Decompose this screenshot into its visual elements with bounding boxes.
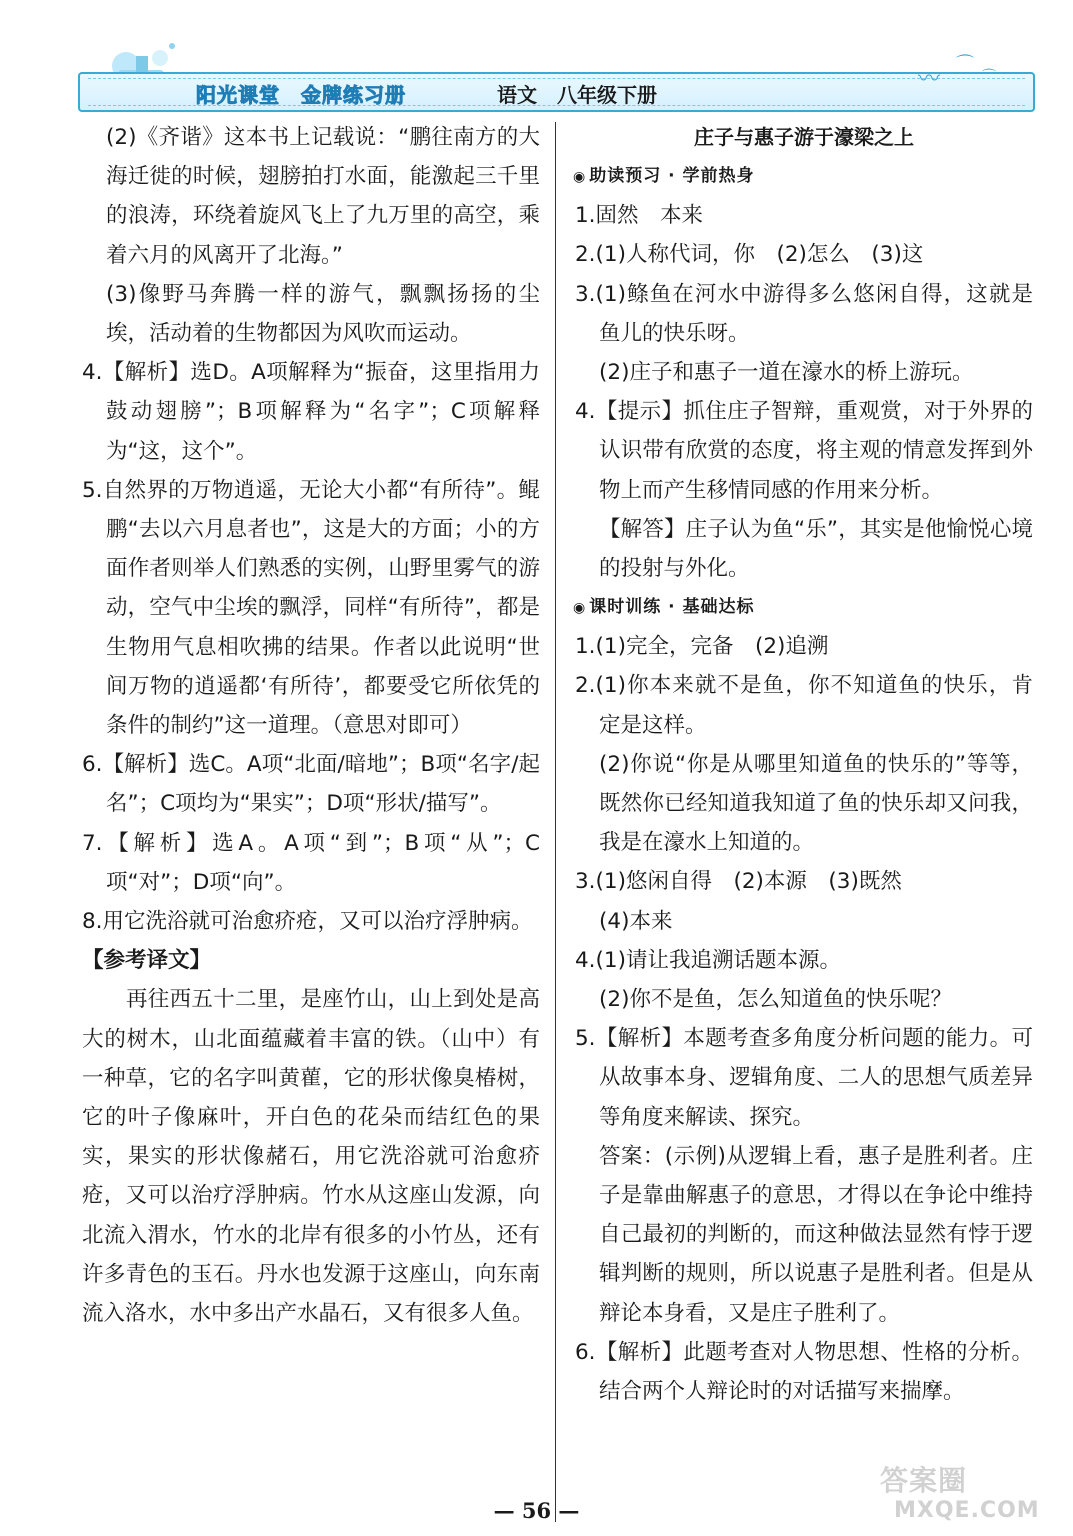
- lesson-title: 庄子与惠子游于濠梁之上: [694, 125, 914, 149]
- answer-item: 8.用它洗浴就可治愈疥疮，又可以治疗浮肿病。: [82, 909, 533, 935]
- page-number: — 56 —: [493, 1498, 580, 1523]
- answer-item: 5.【解析】本题考查多角度分析问题的能力。可从故事本身、逻辑角度、二人的思想气质差异等角度来解读、探究。: [575, 1026, 1033, 1130]
- answer-paragraph: (2)庄子和惠子一道在濠水的桥上游玩。: [599, 360, 974, 386]
- answer-paragraph: (2)你说“你是从哪里知道鱼的快乐的”等等，既然你已经知道我知道了鱼的快乐却又问我，我是在濠水上知道的。: [599, 751, 1033, 856]
- answer-item: 1.固然 本来: [575, 203, 704, 229]
- answer-item: 1.(1)完全，完备 (2)追溯: [575, 634, 829, 660]
- bird-icon: ⌒: [982, 69, 996, 85]
- answer-item: 3.(1)鲦鱼在河水中游得多么悠闲自得，这就是鱼儿的快乐呀。: [575, 281, 1033, 346]
- answer-item: 6.【解析】选C。A项“北面/暗地”；B项“名字/起名”；C项均为“果实”；D项“形状/描写”。: [82, 752, 540, 817]
- answer-paragraph: (4)本来: [599, 908, 673, 934]
- column-divider: [555, 122, 556, 1522]
- section-marker-icon: ◉: [573, 600, 587, 617]
- right-column: [575, 118, 1033, 1411]
- answer-item: 4.【提示】抓住庄子智辩，重观赏，对于外界的认识带有欣赏的态度，将主观的情意发挥到外物上而产生移情同感的作用来分析。: [575, 399, 1033, 503]
- answer-item: 6.【解析】此题考查对人物思想、性格的分析。结合两个人辩论时的对话描写来揣摩。: [575, 1339, 1033, 1405]
- answer-item: 4.(1)请让我追溯话题本源。: [575, 947, 841, 973]
- watermark-logo: [880, 1466, 1060, 1530]
- answer-item: 2.(1)人称代词，你 (2)怎么 (3)这: [575, 242, 924, 268]
- reference-translation-heading: 【参考译文】: [82, 948, 212, 974]
- answer-paragraph: (2)你不是鱼，怎么知道鱼的快乐呢？: [599, 987, 952, 1013]
- section-heading: [573, 590, 1033, 625]
- answer-item: 3.(1)悠闲自得 (2)本源 (3)既然: [575, 869, 902, 895]
- section-marker-icon: ◉: [573, 169, 587, 186]
- answer-paragraph: 【解答】庄子认为鱼“乐”，其实是他愉悦心境的投射与外化。: [599, 516, 1033, 582]
- translation-paragraph: 再往西五十二里，是座竹山，山上到处是高大的树木，山北面蕴藏着丰富的铁。（山中）有一种草，它的名字叫黄雚，它的形状像臭椿树，它的叶子像麻叶，开白色的花朵而结红色的果实，果实的形状像赭石，用它洗浴就可治愈疥疮，又可以治疗浮肿病。竹水从这座山发源，向北流入渭水，竹水的北岸有很多的小竹丛，还有许多青色的玉石。丹水也发源于这座山，向东南流入洛水，水中多出产水晶石，又有很多人鱼。: [82, 987, 540, 1327]
- answer-item: 7.【解析】选A。A项“到”；B项“从”；C项“对”；D项“向”。: [82, 830, 540, 895]
- answer-paragraph: 答案：(示例)从逻辑上看，惠子是胜利者。庄子是靠曲解惠子的意思，才得以在争论中维持自己最初的判断的，而这种做法显然有悖于逻辑判断的规则，所以说惠子是胜利者。但是从辩论本身看，又是庄子胜利了。: [599, 1143, 1033, 1326]
- section-label: 课时训练 · 基础达标: [589, 597, 755, 618]
- bird-icon: ⌒: [956, 54, 974, 75]
- answer-paragraph: (2)《齐谐》这本书上记载说：“鹏往南方的大海迁徙的时候，翅膀拍打水面，能激起三千里的浪涛，环绕着旋风飞上了九万里的高空，乘着六月的风离开了北海。”: [106, 125, 540, 268]
- series-title: 阳光课堂 金牌练习册: [196, 83, 406, 107]
- bird-icon: 〰: [918, 67, 941, 92]
- answer-item: 2.(1)你本来就不是鱼，你不知道鱼的快乐，肯定是这样。: [575, 673, 1033, 738]
- answer-paragraph: (3)像野马奔腾一样的游气，飘飘扬扬的尘埃，活动着的生物都因为风吹而运动。: [106, 281, 540, 347]
- section-heading: [573, 159, 1033, 194]
- subject-title: 语文 八年级下册: [497, 83, 657, 107]
- watermark-line: MXQE.COM: [894, 1498, 1040, 1523]
- answer-item: 5.自然界的万物逍遥，无论大小都“有所待”。鲲鹏“去以六月息者也”，这是大的方面；小的方面作者则举人们熟悉的实例，山野里雾气的游动，空气中尘埃的飘浮，同样“有所待”，都是生物用气息相吹拂的结果。作者以此说明“世间万物的逍遥都‘有所待’，都要受它所依凭的条件的制约”这一道理。（意思对即可）: [82, 477, 540, 739]
- left-column: [82, 118, 540, 1333]
- section-label: 助读预习 · 学前热身: [589, 166, 755, 187]
- watermark-line: 答案圈: [880, 1464, 968, 1497]
- page-header: [0, 0, 1073, 120]
- answer-item: 4.【解析】选D。A项解释为“振奋，这里指用力鼓动翅膀”；B项解释为“名字”；C项解释为“这，这个”。: [82, 360, 540, 464]
